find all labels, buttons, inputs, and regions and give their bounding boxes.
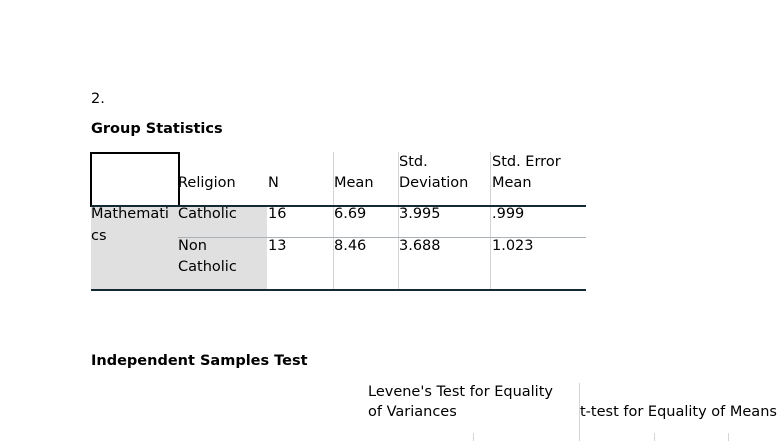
section-number: 2.: [91, 91, 105, 107]
ttest-subcol-divider-2: [728, 433, 729, 441]
row2-religion-line2: Catholic: [178, 259, 237, 275]
col-divider-se: [490, 152, 491, 290]
header-std-deviation-line2: Deviation: [399, 175, 469, 191]
variable-label-line2: cs: [91, 228, 107, 244]
table-bottom-rule: [91, 289, 586, 291]
row1-std-error: .999: [492, 206, 525, 222]
group-statistics-title: Group Statistics: [91, 121, 223, 137]
header-religion: Religion: [178, 175, 236, 191]
levene-header-line2: of Variances: [368, 404, 457, 420]
row2-mean: 8.46: [334, 238, 367, 254]
variable-label-line1: Mathemati: [91, 206, 169, 222]
row1-std-deviation: 3.995: [399, 206, 441, 222]
header-std-error-line2: Mean: [492, 175, 532, 191]
row2-std-deviation: 3.688: [399, 238, 441, 254]
row1-n: 16: [268, 206, 287, 222]
header-mean: Mean: [334, 175, 374, 191]
row2-religion-line1: Non: [178, 238, 207, 254]
row1-mean: 6.69: [334, 206, 367, 222]
levene-subcol-divider: [473, 433, 474, 441]
ttest-header-clip: [580, 402, 784, 424]
header-std-error-line1: Std. Error: [492, 154, 561, 170]
row2-std-error: 1.023: [492, 238, 534, 254]
row2-n: 13: [268, 238, 287, 254]
row1-religion: Catholic: [178, 206, 237, 222]
independent-samples-title: Independent Samples Test: [91, 353, 308, 369]
header-n: N: [268, 175, 279, 191]
ttest-subcol-divider-1: [654, 433, 655, 441]
levene-header-line1: Levene's Test for Equality: [368, 384, 553, 400]
ttest-header: t-test for Equality of Means: [580, 404, 777, 420]
header-std-deviation-line1: Std.: [399, 154, 428, 170]
corner-cell: [90, 152, 180, 207]
